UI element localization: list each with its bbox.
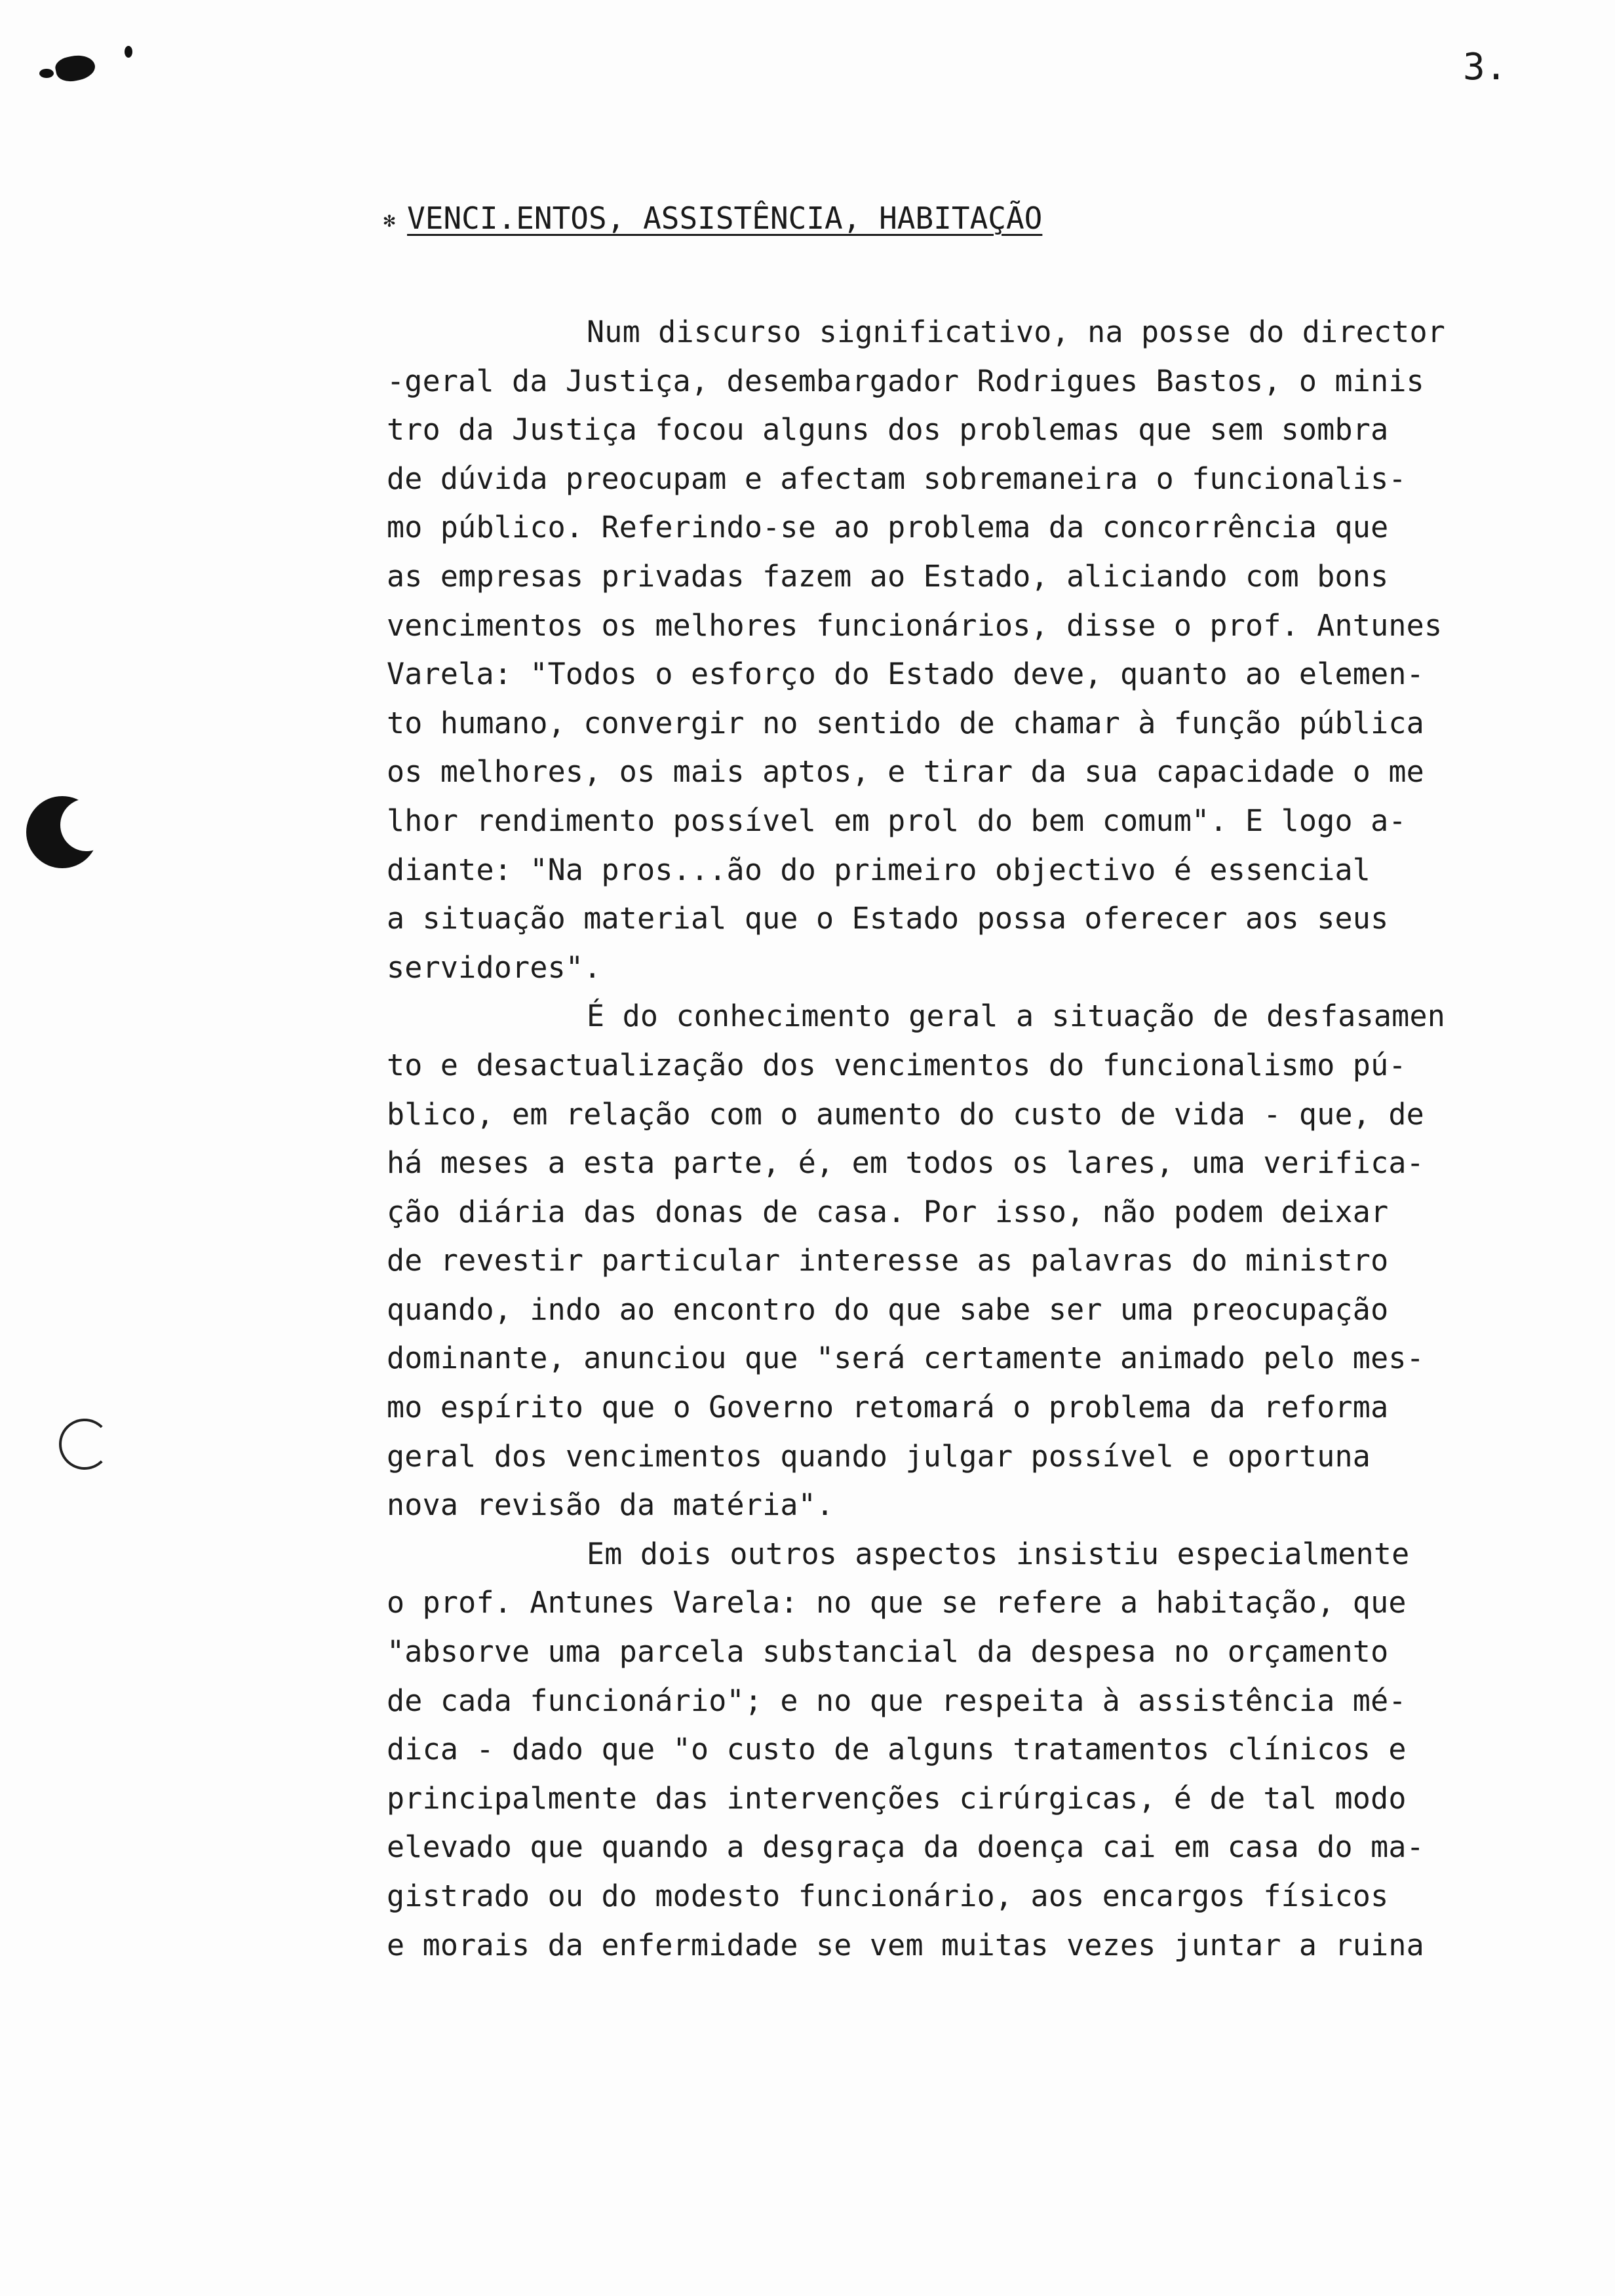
text-line: elevado que quando a desgraça da doença cai em casa do ma- xyxy=(387,1829,1424,1865)
text-line: ção diária das donas de casa. Por isso, não podem deixar xyxy=(387,1194,1389,1229)
text-line: e morais da enfermidade se vem muitas vezes juntar a ruina xyxy=(387,1927,1424,1962)
text-line: nova revisão da matéria". xyxy=(387,1487,834,1523)
text-line: to humano, convergir no sentido de chamar à função pública xyxy=(387,705,1424,740)
text-line: de cada funcionário"; e no que respeita à assistência mé- xyxy=(387,1683,1407,1718)
text-line: diante: "Na pros...ão do primeiro objectivo é essencial xyxy=(387,852,1371,887)
text-line: mo público. Referindo-se ao problema da concorrência que xyxy=(387,510,1389,545)
text-line: Num discurso significativo, na posse do director xyxy=(587,315,1446,349)
text-line: há meses a esta parte, é, em todos os lares, uma verifica- xyxy=(387,1145,1424,1181)
ink-blot-mark xyxy=(125,46,132,58)
text-line: de dúvida preocupam e afectam sobremaneira o funcionalis- xyxy=(387,461,1407,496)
text-line: Varela: "Todos o esforço do Estado deve, quanto ao elemen- xyxy=(387,657,1424,692)
text-line: vencimentos os melhores funcionários, disse o prof. Antunes xyxy=(387,607,1443,643)
text-line: os melhores, os mais aptos, e tirar da sua capacidade o me xyxy=(387,754,1424,790)
text-line: geral dos vencimentos quando julgar possível e oportuna xyxy=(387,1438,1371,1474)
text-line: blico, em relação com o aumento do custo de vida - que, de xyxy=(387,1096,1424,1132)
text-line: to e desactualização dos vencimentos do funcionalismo pú- xyxy=(387,1047,1407,1082)
page-number: 3. xyxy=(1463,46,1508,88)
text-line: as empresas privadas fazem ao Estado, aliciando com bons xyxy=(387,558,1389,594)
text-line: principalmente das intervenções cirúrgicas, é de tal modo xyxy=(387,1780,1407,1816)
punch-hole-mark xyxy=(59,1419,110,1470)
punch-hole-mark xyxy=(26,796,98,868)
text-line: "absorve uma parcela substancial da despesa no orçamento xyxy=(387,1634,1389,1670)
text-line: o prof. Antunes Varela: no que se refere a habitação, que xyxy=(387,1585,1407,1620)
text-line: tro da Justiça focou alguns dos problemas que sem sombra xyxy=(387,412,1389,448)
text-line: mo espírito que o Governo retomará o problema da reforma xyxy=(387,1390,1389,1425)
text-line: lhor rendimento possível em prol do bem comum". E logo a- xyxy=(387,803,1407,838)
body-text xyxy=(387,308,1573,1970)
text-line: dominante, anunciou que "será certamente animado pelo mes- xyxy=(387,1341,1424,1376)
text-line: dica - dado que "o custo de alguns tratamentos clínicos e xyxy=(387,1732,1407,1767)
heading-title: VENCI.ENTOS, ASSISTÊNCIA, HABITAÇÃO xyxy=(407,201,1043,236)
text-line: É do conhecimento geral a situação de desfasamen xyxy=(587,999,1446,1034)
text-line: -geral da Justiça, desembargador Rodrigues Bastos, o minis xyxy=(387,363,1424,398)
text-line: gistrado ou do modesto funcionário, aos encargos físicos xyxy=(387,1879,1389,1913)
heading-marker: ✻ xyxy=(383,209,396,232)
text-line: Em dois outros aspectos insistiu especialmente xyxy=(587,1536,1410,1571)
ink-blot-mark xyxy=(54,52,98,85)
text-line: servidores". xyxy=(387,949,602,985)
text-line: quando, indo ao encontro do que sabe ser uma preocupação xyxy=(387,1292,1389,1327)
text-line: a situação material que o Estado possa oferecer aos seus xyxy=(387,901,1389,936)
text-line: de revestir particular interesse as palavras do ministro xyxy=(387,1243,1389,1278)
ink-blot-mark xyxy=(39,69,54,78)
section-heading xyxy=(383,201,1042,236)
